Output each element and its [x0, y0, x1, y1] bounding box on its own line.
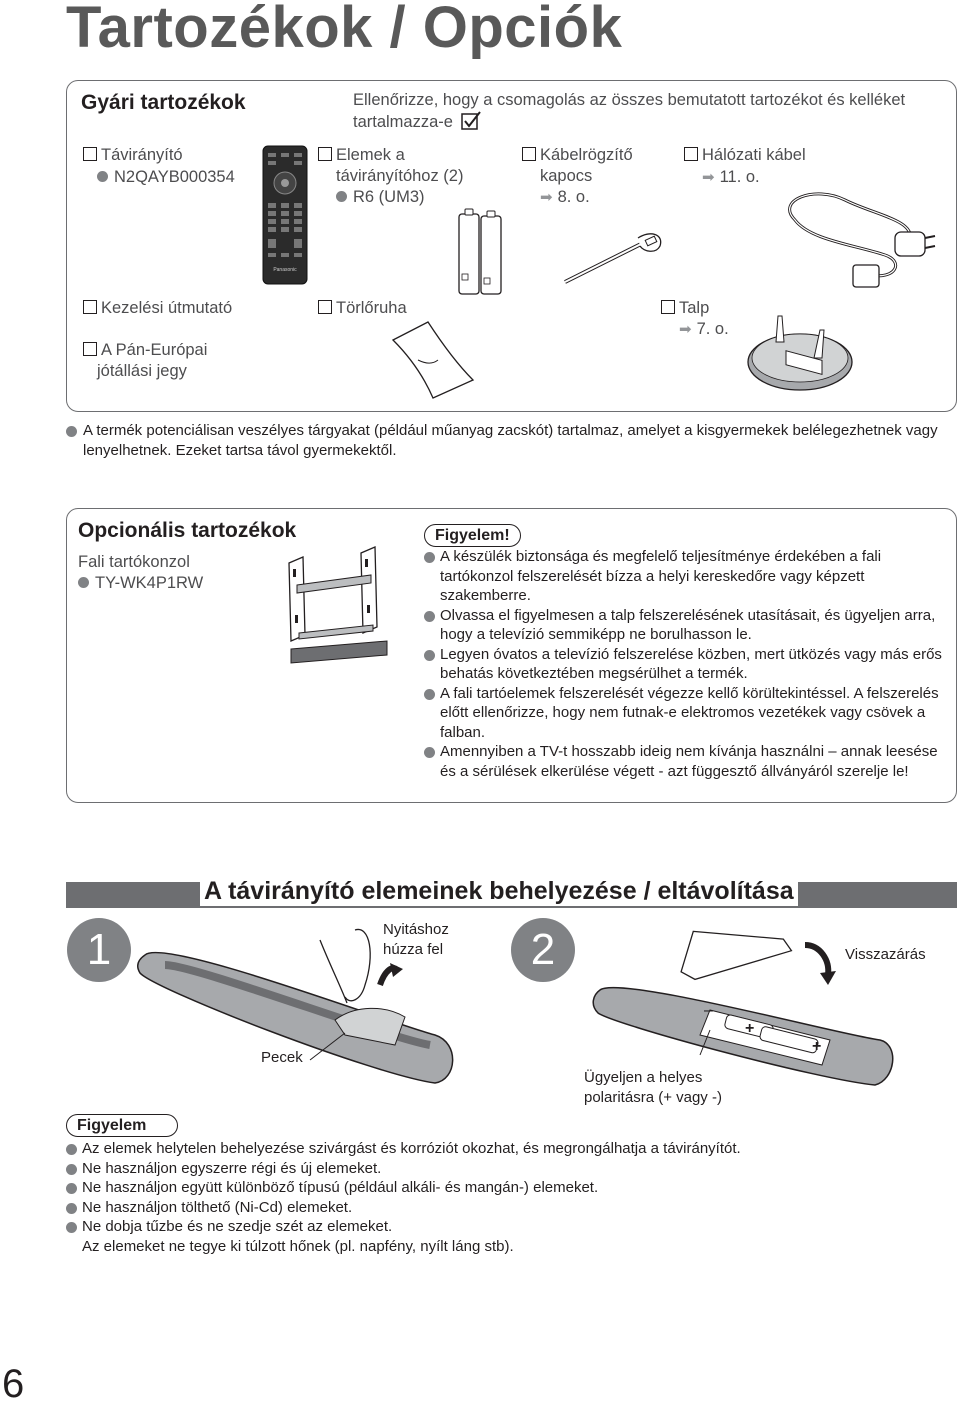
bullet-icon	[97, 171, 108, 182]
supplied-caution: A termék potenciálisan veszélyes tárgyakat (például műanyag zacskót) tartalmaz, amelyet a kisgyermekek belélegezhetnek vagy lenyelhetnek. Ezeket tartsa távol gyermekektől.	[66, 421, 943, 460]
optional-item-label: Fali tartókonzol	[78, 553, 190, 571]
checkmark-box-icon	[461, 111, 481, 131]
step2-remote-image	[590, 915, 900, 1090]
cloth-label: Törlőruha	[336, 299, 407, 317]
item-pedestal	[661, 298, 729, 340]
manual-label: Kezelési útmutató	[101, 299, 233, 317]
bullet-icon	[78, 577, 89, 588]
optional-warning-title: Figyelem!	[424, 524, 521, 547]
list-item: Az elemek helytelen behelyezése szivárgást és korróziót okozhat, és megrongálhatja a távirányítót.	[66, 1139, 946, 1159]
arrow-right-icon: ➡	[540, 189, 553, 206]
optional-heading: Opcionális tartozékok	[78, 519, 297, 542]
clamp-label-2: kapocs	[540, 167, 593, 185]
minus-sign: –	[704, 1002, 713, 1019]
arrow-right-icon: ➡	[679, 321, 692, 338]
list-item: Olvassa el figyelmesen a talp felszerelésének utasításait, és ügyeljen arra, hogy a televízió semmiképp ne borulhasson le.	[424, 606, 946, 645]
list-item: A fali tartóelemek felszerelését végezze kellő körültekintéssel. A felszerelés előtt ellenőrizze, hogy nem futnak-e elektromos vezetékek vagy csövek a falban.	[424, 684, 946, 743]
list-item-continuation: Az elemeket ne tegye ki túlzott hőnek (pl. napfény, nyílt láng stb).	[82, 1237, 514, 1255]
checkbox-icon	[83, 300, 97, 314]
batteries-label-1: Elemek a	[336, 146, 405, 164]
wall-bracket-image	[283, 545, 393, 675]
checkbox-icon	[318, 300, 332, 314]
supplied-heading: Gyári tartozékok	[81, 91, 246, 114]
warranty-label-1: A Pán-Európai	[101, 341, 208, 359]
remote-brand: Panasonic	[273, 267, 297, 273]
item-cloth	[318, 298, 407, 319]
checkbox-icon	[83, 147, 97, 161]
polarity-line2: polaritásra (+ vagy -)	[584, 1088, 722, 1106]
checkbox-icon	[83, 342, 97, 356]
warranty-label-2: jótállási jegy	[97, 362, 187, 380]
clamp-ref: 8. o.	[557, 188, 590, 206]
step-1-number: 1	[67, 918, 131, 982]
checkbox-icon	[661, 300, 675, 314]
mains-cable-image	[775, 180, 950, 295]
battery-cautions-list	[66, 1139, 946, 1256]
list-item: Legyen óvatos a televízió felszerelése közben, mert ütközés vagy más erős behatás következtében megsérülhet a termék.	[424, 645, 946, 684]
cable-ref: 11. o.	[719, 168, 760, 186]
list-item: Ne használjon tölthető (Ni-Cd) elemeket.	[66, 1198, 946, 1218]
item-batteries	[318, 145, 463, 208]
cleaning-cloth-image	[388, 320, 478, 400]
remote-label: Távirányító	[101, 146, 183, 164]
pedestal-ref: 7. o.	[696, 320, 729, 338]
remote-control-image	[262, 145, 308, 285]
step1-note	[383, 920, 449, 959]
list-item: Ne dobja tűzbe és ne szedje szét az elemeket.	[66, 1217, 946, 1237]
clamp-label-1: Kábelrögzítő	[540, 146, 633, 164]
batteries-code: R6 (UM3)	[353, 188, 425, 206]
checkbox-icon	[318, 147, 332, 161]
battery-caution-title: Figyelem	[66, 1114, 178, 1137]
close-label: Visszazárás	[845, 946, 926, 963]
plus-sign: +	[812, 1038, 822, 1055]
arrow-right-icon: ➡	[702, 169, 715, 186]
pedestal-image	[746, 312, 854, 397]
step1-note-line2: húzza fel	[383, 940, 444, 958]
supplied-intro-text: Ellenőrizze, hogy a csomagolás az összes bemutatott tartozékot és kelléket tartalmazza-e	[353, 91, 906, 131]
cable-clamp-image	[560, 230, 670, 290]
supplied-intro	[353, 90, 943, 133]
page-title: Tartozékok / Opciók	[66, 0, 623, 60]
item-clamp	[522, 145, 633, 208]
pins-label: Pecek	[261, 1049, 303, 1066]
battery-section-title: A távirányító elemeinek behelyezése / eltávolítása	[200, 877, 798, 906]
polarity-note	[584, 1068, 722, 1107]
page-number: 6	[2, 1362, 25, 1406]
optional-item-code: TY-WK4P1RW	[95, 574, 204, 592]
step-2-number: 2	[511, 918, 575, 982]
batteries-image	[455, 206, 507, 296]
optional-warnings-list	[424, 547, 946, 781]
checkbox-icon	[522, 147, 536, 161]
checkbox-icon	[684, 147, 698, 161]
plus-sign: +	[745, 1020, 755, 1037]
polarity-line1: Ügyeljen a helyes	[584, 1069, 703, 1086]
optional-item	[78, 552, 203, 594]
batteries-label-2: távirányítóhoz (2)	[336, 167, 464, 185]
item-remote	[83, 145, 235, 188]
list-item: A készülék biztonsága és megfelelő teljesítménye érdekében a fali tartókonzol felszerelését bízza a helyi kereskedőre vagy képzett szakemberre.	[424, 547, 946, 606]
step1-note-line1: Nyitáshoz	[383, 921, 449, 938]
list-item: Ne használjon egyszerre régi és új elemeket.	[66, 1159, 946, 1179]
cable-label: Hálózati kábel	[702, 146, 806, 164]
bullet-icon	[336, 191, 347, 202]
remote-code: N2QAYB000354	[114, 168, 235, 186]
pedestal-label: Talp	[679, 299, 710, 317]
item-manual	[83, 298, 232, 319]
list-item: Amennyiben a TV-t hosszabb ideig nem kívánja használni – annak leesése és a sérülések elkerülése végett - azt függesztő állványáról szerelje le!	[424, 742, 946, 781]
item-warranty	[83, 340, 207, 382]
list-item: Ne használjon együtt különböző típusú (például alkáli- és mangán-) elemeket.	[66, 1178, 946, 1198]
